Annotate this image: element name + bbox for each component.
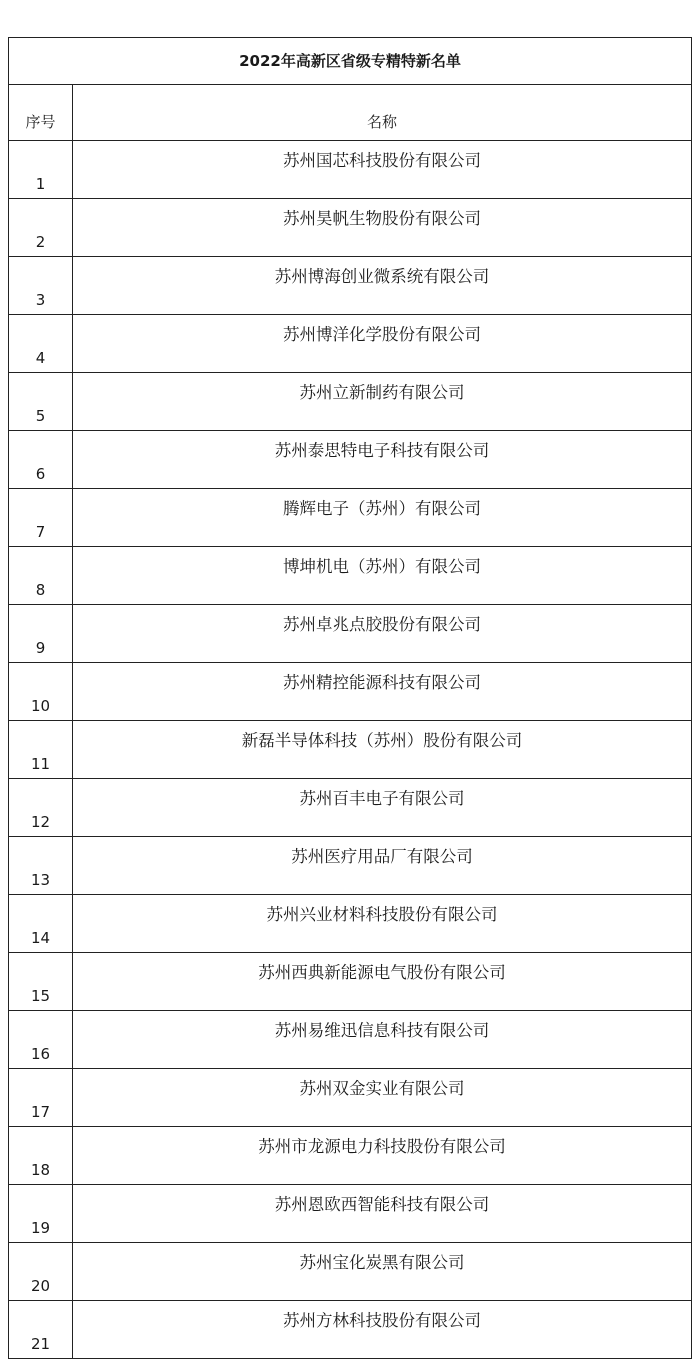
row-index: 19 (9, 1185, 73, 1243)
company-name: 腾辉电子（苏州）有限公司 (73, 489, 692, 547)
company-name: 苏州昊帆生物股份有限公司 (73, 199, 692, 257)
company-name: 苏州精控能源科技有限公司 (73, 663, 692, 721)
table-row (9, 953, 692, 1011)
table-row (9, 547, 692, 605)
row-index: 16 (9, 1011, 73, 1069)
row-index: 3 (9, 257, 73, 315)
table-row (9, 1301, 692, 1359)
table-row (9, 431, 692, 489)
row-index: 15 (9, 953, 73, 1011)
company-name: 苏州卓兆点胶股份有限公司 (73, 605, 692, 663)
company-name: 苏州恩欧西智能科技有限公司 (73, 1185, 692, 1243)
row-index: 6 (9, 431, 73, 489)
table-row (9, 837, 692, 895)
column-header-name: 名称 (73, 85, 692, 141)
company-name: 苏州易维迅信息科技有限公司 (73, 1011, 692, 1069)
row-index: 4 (9, 315, 73, 373)
row-index: 17 (9, 1069, 73, 1127)
row-index: 13 (9, 837, 73, 895)
row-index: 10 (9, 663, 73, 721)
table-row (9, 779, 692, 837)
company-name: 新磊半导体科技（苏州）股份有限公司 (73, 721, 692, 779)
row-index: 18 (9, 1127, 73, 1185)
company-name: 苏州宝化炭黑有限公司 (73, 1243, 692, 1301)
row-index: 9 (9, 605, 73, 663)
table-row (9, 721, 692, 779)
row-index: 5 (9, 373, 73, 431)
table-title-row (9, 38, 692, 85)
table-row (9, 1243, 692, 1301)
table-row (9, 1011, 692, 1069)
row-index: 1 (9, 141, 73, 199)
row-index: 8 (9, 547, 73, 605)
row-index: 7 (9, 489, 73, 547)
table-title: 2022年高新区省级专精特新名单 (9, 38, 692, 85)
company-name: 博坤机电（苏州）有限公司 (73, 547, 692, 605)
table-body (9, 38, 692, 1359)
row-index: 2 (9, 199, 73, 257)
company-name: 苏州双金实业有限公司 (73, 1069, 692, 1127)
table-header-row (9, 85, 692, 141)
company-name: 苏州市龙源电力科技股份有限公司 (73, 1127, 692, 1185)
table-row (9, 1127, 692, 1185)
company-name: 苏州西典新能源电气股份有限公司 (73, 953, 692, 1011)
column-header-index: 序号 (9, 85, 73, 141)
table-row (9, 141, 692, 199)
company-name: 苏州博洋化学股份有限公司 (73, 315, 692, 373)
company-name: 苏州泰思特电子科技有限公司 (73, 431, 692, 489)
table-row (9, 1185, 692, 1243)
table-row (9, 489, 692, 547)
table-row (9, 373, 692, 431)
company-name: 苏州博海创业微系统有限公司 (73, 257, 692, 315)
row-index: 11 (9, 721, 73, 779)
row-index: 14 (9, 895, 73, 953)
table-row (9, 1069, 692, 1127)
row-index: 21 (9, 1301, 73, 1359)
company-name: 苏州国芯科技股份有限公司 (73, 141, 692, 199)
company-list-table (8, 37, 692, 1359)
table-row (9, 895, 692, 953)
company-name: 苏州医疗用品厂有限公司 (73, 837, 692, 895)
company-name: 苏州立新制药有限公司 (73, 373, 692, 431)
row-index: 12 (9, 779, 73, 837)
company-name: 苏州百丰电子有限公司 (73, 779, 692, 837)
row-index: 20 (9, 1243, 73, 1301)
company-name: 苏州方林科技股份有限公司 (73, 1301, 692, 1359)
table-row (9, 605, 692, 663)
table-row (9, 199, 692, 257)
company-name: 苏州兴业材料科技股份有限公司 (73, 895, 692, 953)
table-row (9, 315, 692, 373)
table-row (9, 663, 692, 721)
table-row (9, 257, 692, 315)
